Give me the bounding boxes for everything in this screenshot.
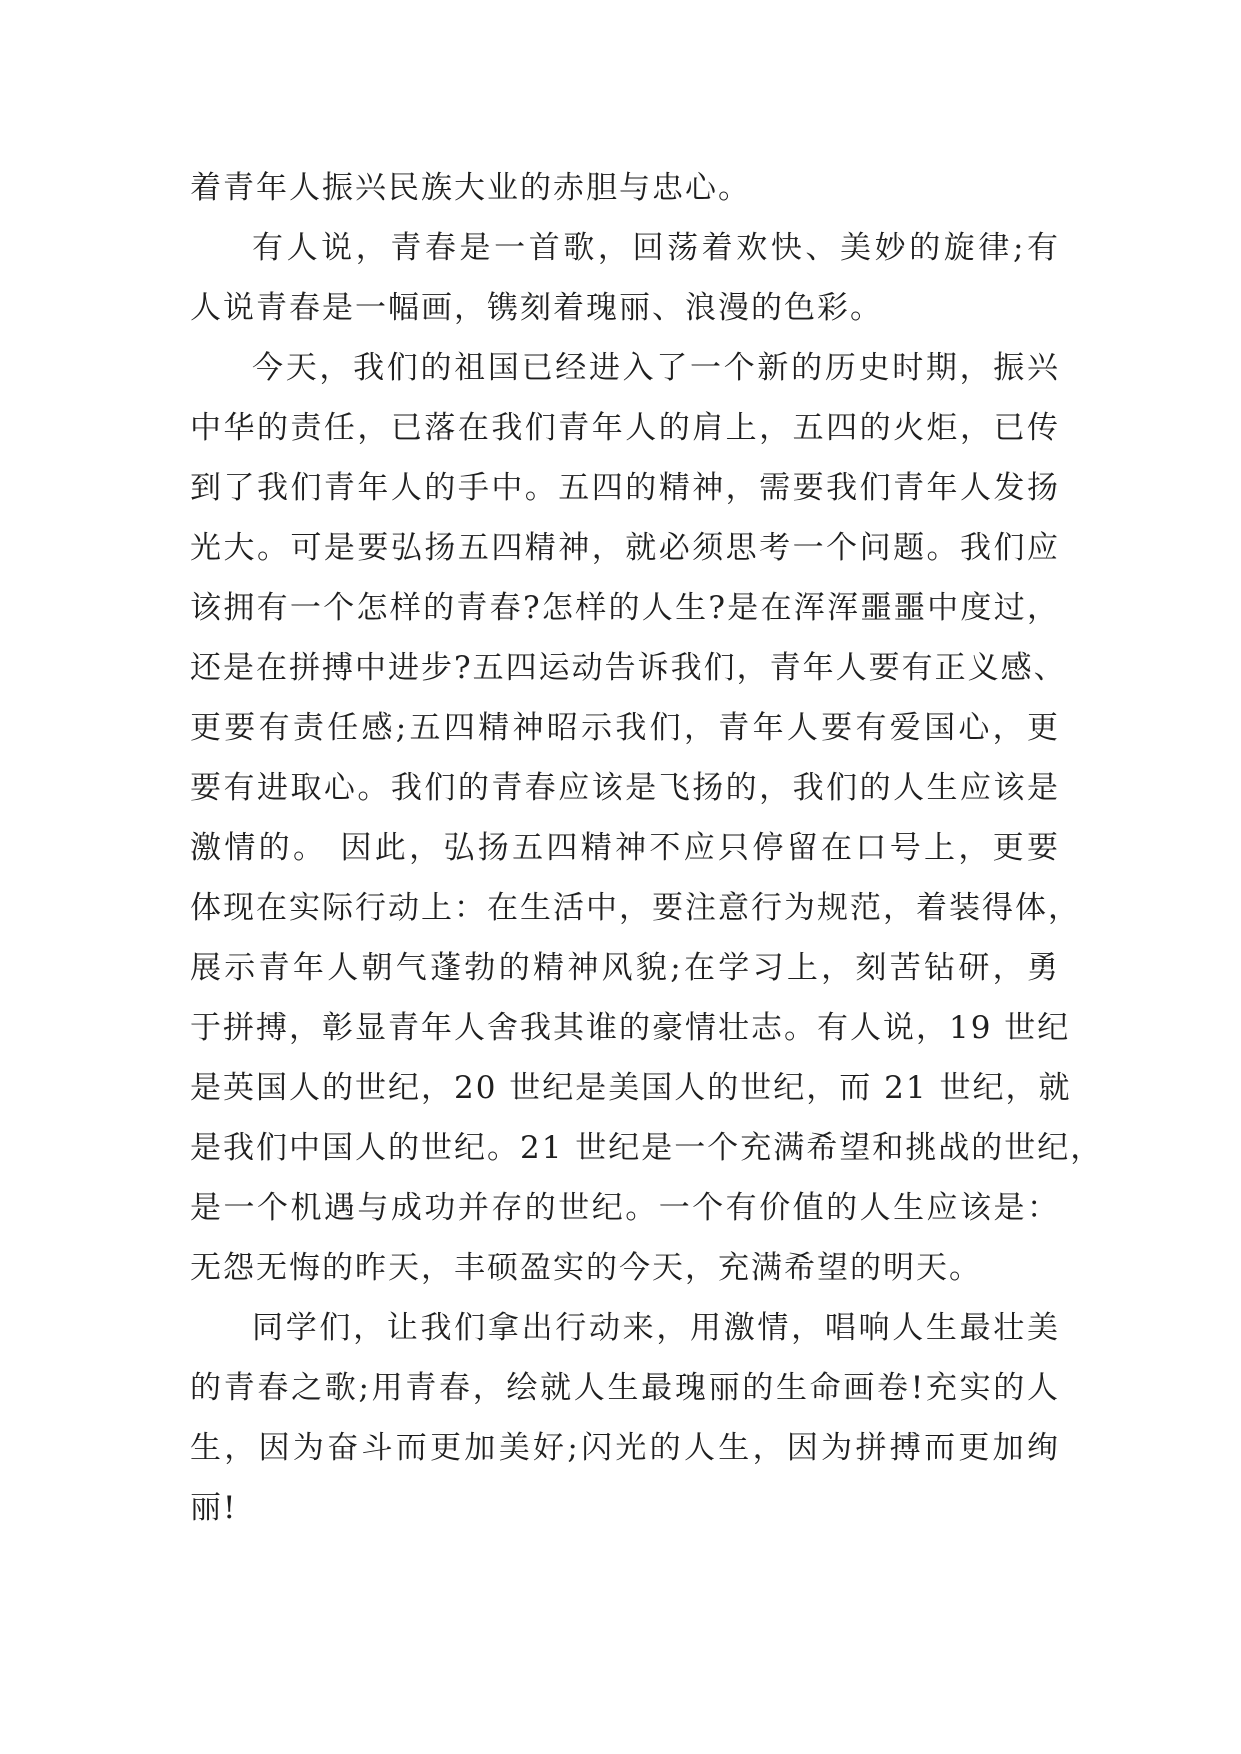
text-line: 是英国人的世纪，20 世纪是美国人的世纪，而 21 世纪，就	[190, 1070, 1072, 1106]
text-line: 还是在拼搏中进步?五四运动告诉我们，青年人要有正义感、	[190, 650, 1067, 686]
text-line: 体现在实际行动上：在生活中，要注意行为规范，着装得体，	[190, 890, 1081, 926]
text-line: 是我们中国人的世纪。21 世纪是一个充满希望和挑战的世纪，	[190, 1130, 1104, 1166]
text-line: 是一个机遇与成功并存的世纪。一个有价值的人生应该是：	[190, 1190, 1060, 1226]
text-line: 中华的责任，已落在我们青年人的肩上，五四的火炬，已传	[190, 410, 1060, 446]
text-line: 人说青春是一幅画，镌刻着瑰丽、浪漫的色彩。	[190, 290, 883, 326]
paragraph-2	[190, 218, 1060, 338]
text-line: 同学们，让我们拿出行动来，用激情，唱响人生最壮美	[252, 1310, 1060, 1346]
paragraph-4	[190, 1298, 1060, 1538]
text-line: 着青年人振兴民族大业的赤胆与忠心。	[190, 170, 751, 206]
text-line: 到了我们青年人的手中。五四的精神，需要我们青年人发扬	[190, 470, 1060, 506]
text-line: 生，因为奋斗而更加美好;闪光的人生，因为拼搏而更加绚	[190, 1430, 1060, 1466]
text-line: 于拼搏，彰显青年人舍我其谁的豪情壮志。有人说，19 世纪	[190, 1010, 1071, 1046]
text-line: 要有进取心。我们的青春应该是飞扬的，我们的人生应该是	[190, 770, 1060, 806]
text-line: 丽!	[190, 1490, 238, 1526]
text-line: 展示青年人朝气蓬勃的精神风貌;在学习上，刻苦钻研，勇	[190, 950, 1060, 986]
paragraph-1	[190, 158, 1060, 218]
text-line: 光大。可是要弘扬五四精神，就必须思考一个问题。我们应	[190, 530, 1060, 566]
document-page	[190, 158, 1104, 1538]
text-line: 该拥有一个怎样的青春?怎样的人生?是在浑浑噩噩中度过，	[190, 590, 1060, 626]
text-line: 无怨无悔的昨天，丰硕盈实的今天，充满希望的明天。	[190, 1250, 982, 1286]
paragraph-3	[190, 338, 1104, 1298]
text-line: 激情的。 因此，弘扬五四精神不应只停留在口号上，更要	[190, 830, 1060, 866]
text-line: 今天，我们的祖国已经进入了一个新的历史时期，振兴	[252, 350, 1060, 386]
text-line: 更要有责任感;五四精神昭示我们，青年人要有爱国心，更	[190, 710, 1060, 746]
text-line: 的青春之歌;用青春，绘就人生最瑰丽的生命画卷!充实的人	[190, 1370, 1060, 1406]
text-line: 有人说，青春是一首歌，回荡着欢快、美妙的旋律;有	[252, 230, 1060, 266]
